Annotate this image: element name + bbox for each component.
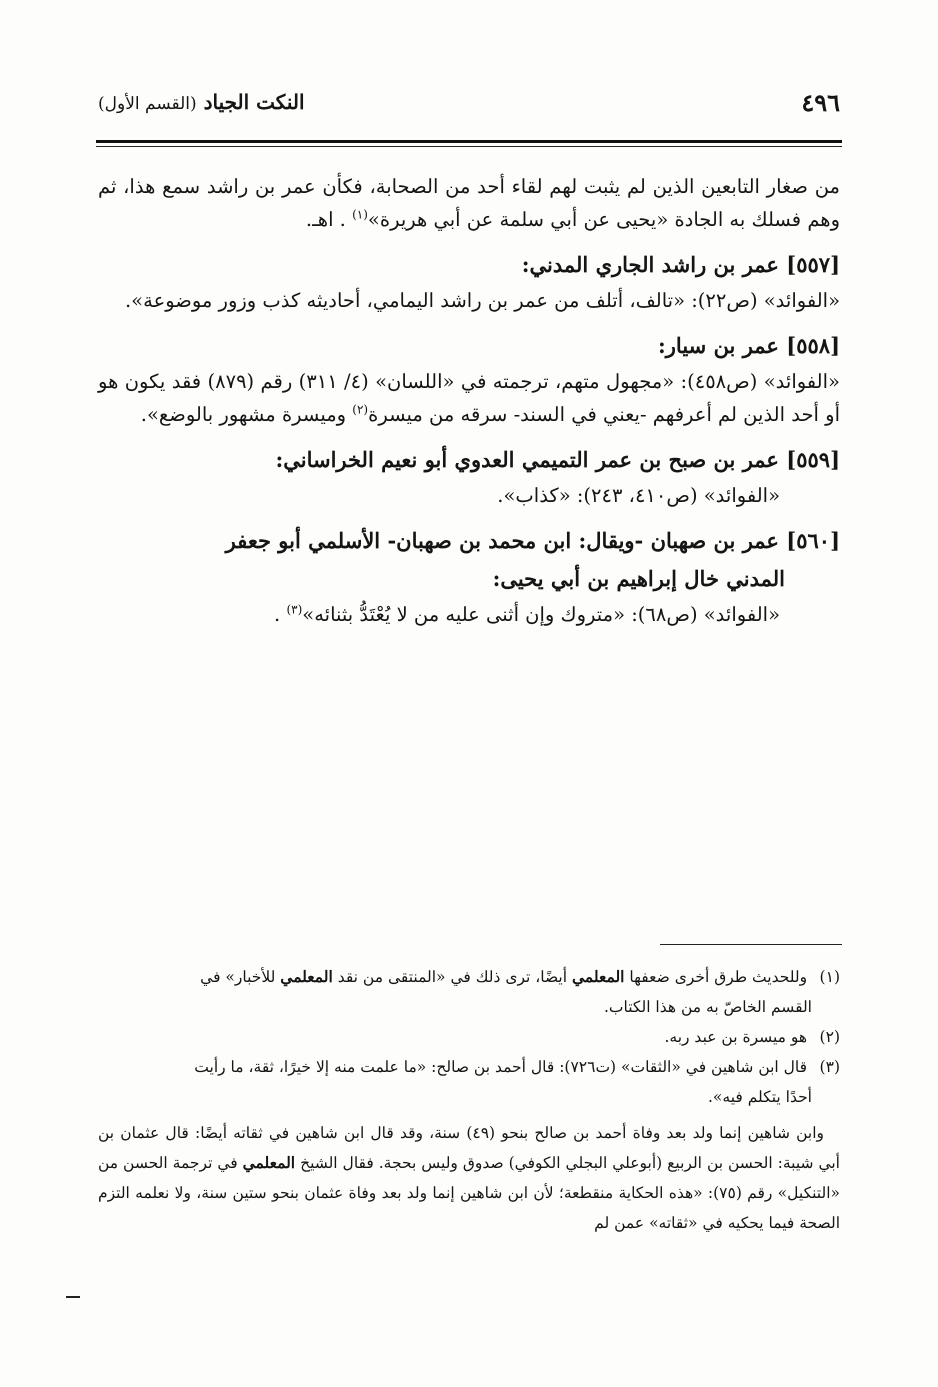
footnote-text: للأخبار» في (200, 968, 276, 986)
running-header (98, 88, 840, 132)
scan-edge-mark (66, 1296, 80, 1298)
footnote-bold-name: المعلمي (242, 1153, 296, 1172)
footnote-1 (98, 962, 840, 992)
footnote-1-cont: القسم الخاصّ به من هذا الكتاب. (604, 998, 812, 1016)
entry-heading (98, 522, 840, 560)
footnote-mark: (٢) (819, 1028, 840, 1046)
intro-line-1: من صغار التابعين الذين لم يثبت لهم لقاء أحد من الصحابة، فكأن عمر بن راشد سمع (162, 175, 841, 198)
footnote-text: هو ميسرة بن عبد ربه. (664, 1028, 808, 1046)
footnote-separator (660, 944, 842, 945)
entry-557 (98, 246, 840, 317)
footnote-bold-name: المعلمي (572, 967, 625, 986)
footnote-ref-3: (٣) (286, 602, 303, 617)
main-text (98, 170, 840, 631)
footnote-3-cont: أحدًا يتكلم فيه». (708, 1088, 812, 1106)
entry-heading (98, 441, 840, 479)
entry-text-main: «الفوائد» (ص٦٨): «متروك وإن أثنى عليه من لا يُعْتَدُّ بثنائه» (302, 603, 780, 626)
intro-paragraph (98, 170, 840, 236)
entry-name: عمر بن صبح بن عمر التميمي العدوي أبو نعيم الخراساني: (275, 447, 779, 472)
footnote-ref-2: (٢) (352, 402, 369, 417)
header-rule-thin (96, 146, 842, 147)
footnote-mark: (٣) (819, 1058, 840, 1076)
entry-text-part-a: «الفوائد» (ص٤٥٨): «مجهول متهم، ترجمته في «اللسان» (٤/ ٣١١) رقم (٨٧٩) فقد يكون هو أو أحد الذين لم أعرفهم -يعني في السند- سرقه من ميسرة (98, 370, 840, 426)
footnote-text: وابن شاهين إنما ولد بعد وفاة أحمد بن صالح بنحو (٤٩) سنة، وقد قال ابن شاهين في ثقاته أيضًا: قال عثمان بن أبي شيبة: الحسن بن الربيع (أبوعلي البجلي الكوفي) صدوق وليس بحجة. فقال الشيخ (98, 1124, 840, 1172)
footnote-ref-1: (١) (352, 207, 368, 222)
entry-name: عمر بن سيار: (658, 333, 779, 358)
entry-text-part-b: وميسرة مشهور بالوضع». (140, 403, 347, 426)
entry-number: [٥٥٨] (786, 333, 840, 358)
entry-name-line-2: المدني خال إبراهيم بن أبي يحيى: (492, 566, 785, 591)
footnote-text: أيضًا، ترى ذلك في «المنتقى من نقد (337, 968, 568, 986)
book-title-main: النكت الجياد (203, 90, 305, 114)
entry-560 (98, 522, 840, 631)
entry-name: عمر بن راشد الجاري المدني: (521, 252, 779, 277)
entry-text: «الفوائد» (ص٢٢): «تالف، أتلف من عمر بن راشد اليمامي، أحاديثه كذب وزور موضوعة». (124, 289, 840, 312)
entry-number: [٥٦٠] (786, 528, 840, 553)
footnotes (98, 962, 840, 1238)
entry-number: [٥٥٩] (786, 447, 840, 472)
footnote-3-paragraph-2 (98, 1118, 840, 1238)
entry-number: [٥٥٧] (786, 252, 840, 277)
footnote-bold-name: المعلمي (280, 967, 333, 986)
book-title-part: (القسم الأول) (98, 94, 197, 114)
entry-text (98, 598, 840, 631)
entry-text-end: . (274, 603, 281, 626)
entry-text (98, 365, 840, 431)
entry-558 (98, 327, 840, 431)
page-number: ٤٩٦ (801, 88, 840, 117)
footnote-text: في ترجمة الحسن من «التنكيل» رقم (٧٥): «هذه الحكاية منقطعة؛ لأن ابن شاهين إنما ولد بعد وفاة عثمان بنحو ستين سنة، ولا نعلمه التزم الصحة فيما يحكيه في «ثقاته» عمن لم (98, 1154, 840, 1232)
entry-559 (98, 441, 840, 512)
footnote-2 (98, 1022, 840, 1052)
footnote-text: قال ابن شاهين في «الثقات» (ت٧٢٦): قال أحمد بن صالح: «ما علمت منه إلا خيرًا، ثقة، ما رأيت (194, 1058, 808, 1076)
intro-line-2: هذا، ثم وهم فسلك به الجادة «يحيى عن أبي سلمة عن أبي هريرة» (98, 175, 840, 231)
book-title (98, 90, 305, 114)
entry-text: «الفوائد» (ص٤١٠، ٢٤٣): «كذاب». (497, 484, 780, 507)
header-rule (96, 140, 842, 143)
footnote-3 (98, 1052, 840, 1082)
intro-line-2-end: . اهـ. (305, 208, 346, 231)
footnote-mark: (١) (819, 968, 840, 986)
entry-name-line-1: عمر بن صهبان -ويقال: ابن محمد بن صهبان- الأسلمي أبو جعفر (225, 528, 779, 553)
entry-heading (98, 246, 840, 284)
entry-heading (98, 327, 840, 365)
footnote-text: وللحديث طرق أخرى ضعفها (629, 968, 808, 986)
